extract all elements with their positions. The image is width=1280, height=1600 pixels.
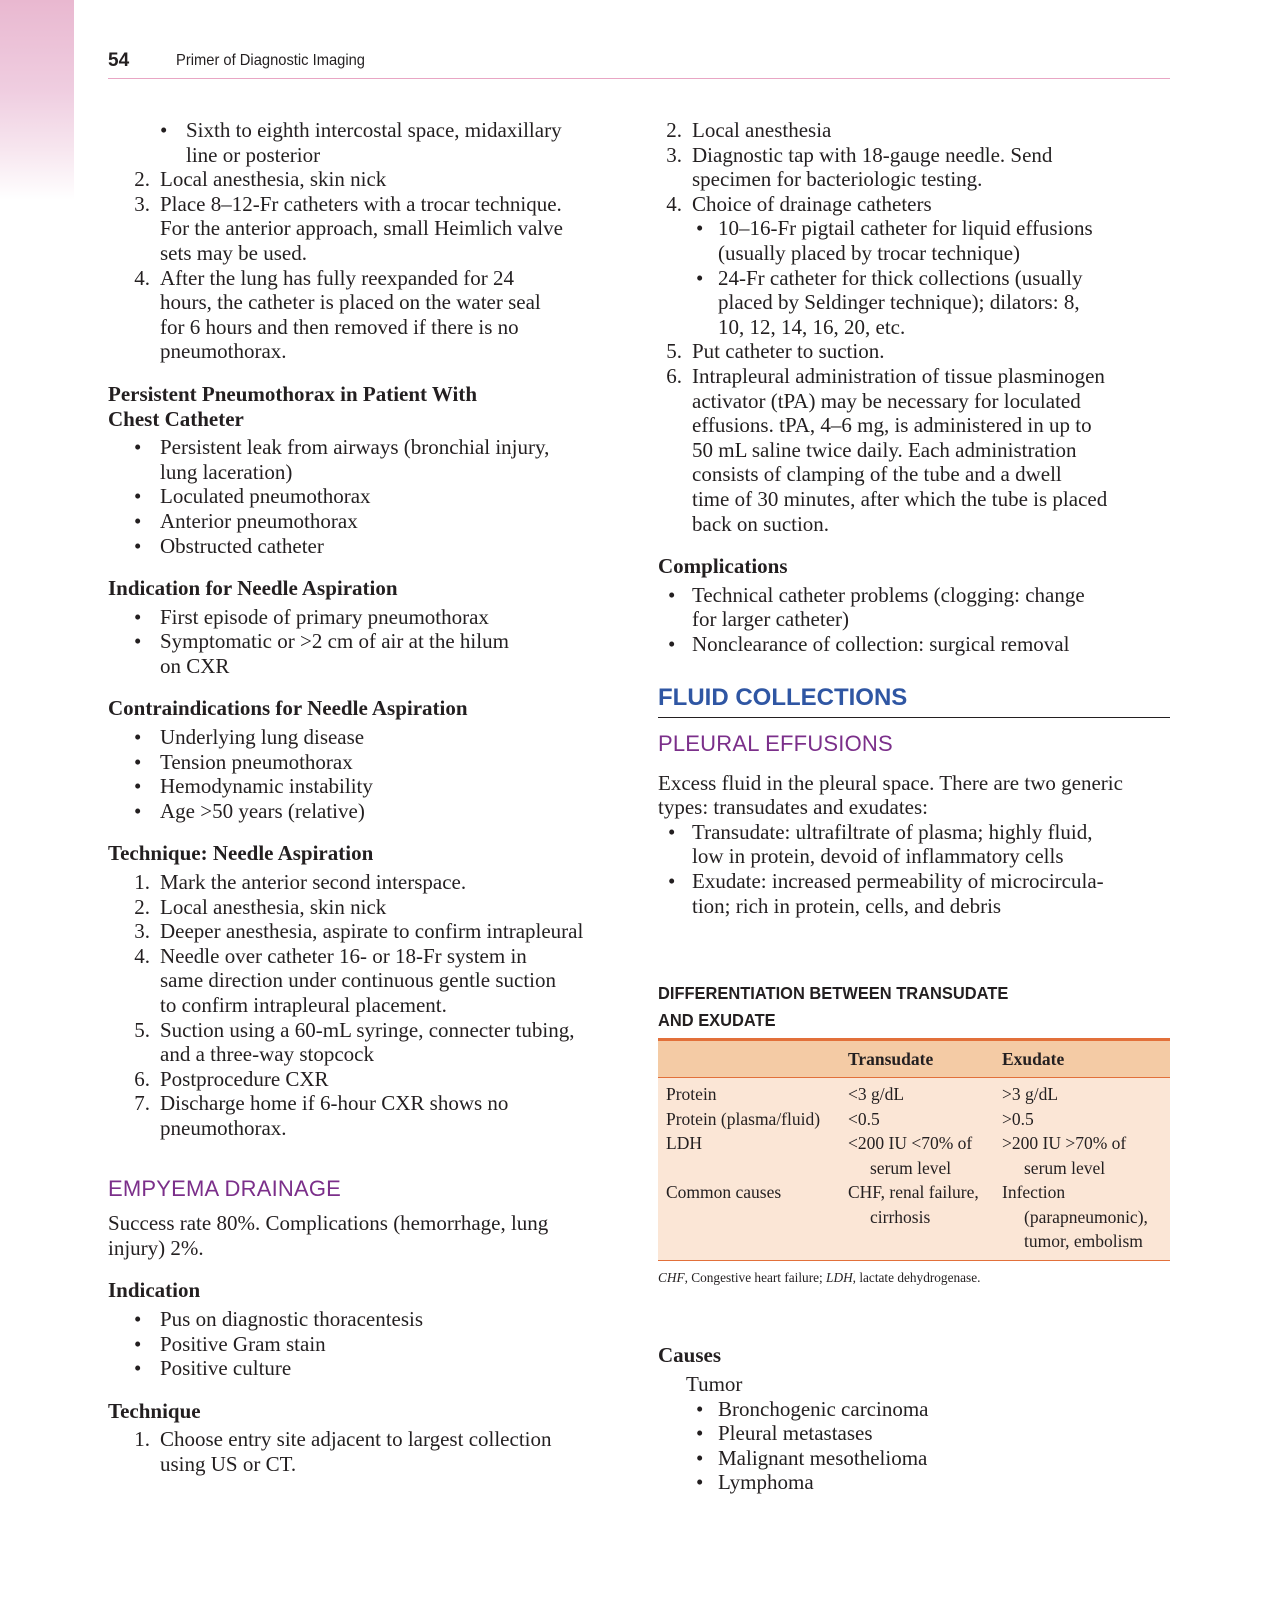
bullet: •: [134, 508, 142, 533]
bullet: •: [134, 1356, 142, 1381]
differentiation-table: [658, 1038, 1170, 1261]
list-item: • 10–16-Fr pigtail catheter for liquid effusions (usually placed by trocar technique): [696, 216, 1093, 265]
column-header-transudate: Transudate: [848, 1049, 934, 1070]
list-item: • Bronchogenic carcinoma: [696, 1396, 929, 1421]
empyema-drainage-heading: EMPYEMA DRAINAGE: [108, 1175, 342, 1201]
bullet: •: [668, 631, 676, 656]
list-item: • Underlying lung disease: [134, 725, 365, 750]
causes-subheading: Tumor: [686, 1371, 743, 1396]
table-title: DIFFERENTIATION BETWEEN TRANSUDATE AND EXUDATE: [658, 983, 1009, 1031]
table-row: [658, 1131, 1170, 1180]
drainage-steps-list: [658, 118, 1170, 216]
list-item: • Loculated pneumothorax: [134, 484, 371, 509]
bullet: •: [134, 604, 142, 629]
list-item: • Obstructed catheter: [134, 533, 324, 558]
list-item: 5. Suction using a 60-mL syringe, connecter tubing, and a three-way stopcock: [108, 1018, 618, 1067]
list-item: 3. Place 8–12-Fr catheters with a trocar technique. For the anterior approach, small Heimlich valve sets may be used.: [108, 192, 618, 266]
list-item: • Technical catheter problems (clogging: change for larger catheter): [668, 582, 1085, 632]
list-item: • Transudate: ultrafiltrate of plasma; highly fluid, low in protein, devoid of inflammatory cells: [668, 819, 1093, 869]
intro-steps-list: [108, 167, 618, 364]
list-item: 4. Choice of drainage catheters: [658, 192, 1170, 217]
list-item: • Hemodynamic instability: [134, 774, 373, 799]
list-item: 4. After the lung has fully reexpanded for 24 hours, the catheter is placed on the water seal for 6 hours and then removed if there is no pneumothorax.: [108, 266, 618, 364]
complications-heading: Complications: [658, 554, 788, 579]
list-item: 1. Mark the anterior second interspace.: [108, 870, 618, 895]
transudate-cell: <200 IU <70% of serum level: [848, 1133, 973, 1178]
list-item: 1. Choose entry site adjacent to largest collection using US or CT.: [134, 1427, 552, 1476]
bullet: •: [696, 265, 704, 290]
bullet: •: [696, 1445, 704, 1470]
list-item: 6. Postprocedure CXR: [108, 1067, 618, 1092]
page-number: 54: [108, 50, 130, 71]
list-item: 2. Local anesthesia, skin nick: [108, 167, 618, 192]
complications-list: [658, 583, 1170, 657]
causes-list: [658, 1397, 1170, 1495]
bullet: •: [668, 819, 676, 844]
page-edge-tab: [0, 0, 74, 200]
bullet: •: [134, 725, 142, 750]
list-item: 6. Intrapleural administration of tissue plasminogen activator (tPA) may be necessary for loculated effusions. tPA, 4–6 mg, is administered in up to 50 mL saline twice daily. Each administration consists of clamping of the tube and a dwell time of 30 minutes, after which the tube is placed back on suction.: [658, 364, 1170, 536]
list-item: 3. Deeper anesthesia, aspirate to confirm intrapleural: [108, 919, 618, 944]
list-item: 2. Local anesthesia: [658, 118, 1170, 143]
table-body: [658, 1078, 1170, 1260]
table-header-row: [658, 1041, 1170, 1078]
exudate-cell: >200 IU >70% of serum level: [1002, 1133, 1127, 1178]
technique-needle-heading: Technique: Needle Aspiration: [108, 841, 374, 866]
causes-heading: Causes: [658, 1343, 722, 1368]
list-item: • Positive culture: [134, 1356, 292, 1381]
item-number: 7.: [134, 1091, 150, 1116]
bullet: •: [134, 629, 142, 654]
bullet: •: [134, 1306, 142, 1331]
item-number: 1.: [134, 870, 150, 895]
bullet: •: [134, 798, 142, 823]
list-item: 7. Discharge home if 6-hour CXR shows no pneumothorax.: [108, 1091, 618, 1140]
transudate-cell: <3 g/dL: [848, 1084, 905, 1105]
table-footnote: CHF, Congestive heart failure; LDH, lactate dehydrogenase.: [658, 1270, 981, 1286]
list-item: • First episode of primary pneumothorax: [134, 604, 489, 629]
list-item: 3. Diagnostic tap with 18-gauge needle. Send specimen for bacteriologic testing.: [658, 143, 1170, 192]
book-title: Primer of Diagnostic Imaging: [176, 52, 365, 69]
bullet: •: [134, 749, 142, 774]
row-label: Protein: [666, 1084, 717, 1105]
row-label: LDH: [666, 1133, 702, 1154]
list-item: • Sixth to eighth intercostal space, midaxillary line or posterior: [160, 118, 562, 167]
transudate-cell: <0.5: [848, 1108, 880, 1129]
exudate-cell: >0.5: [1002, 1108, 1034, 1129]
list-item: • Persistent leak from airways (bronchial injury, lung laceration): [134, 435, 550, 484]
indication-needle-heading: Indication for Needle Aspiration: [108, 576, 398, 601]
bullet: •: [668, 869, 676, 894]
list-item: • Positive Gram stain: [134, 1331, 326, 1356]
bullet: •: [134, 484, 142, 509]
row-label: Protein (plasma/fluid): [666, 1108, 821, 1129]
list-item: • Pus on diagnostic thoracentesis: [134, 1306, 424, 1331]
persistent-pneumothorax-heading: Persistent Pneumothorax in Patient With Chest Catheter: [108, 381, 478, 431]
item-number: 4.: [134, 265, 150, 290]
contraindications-list: [108, 725, 618, 823]
list-item: • 24-Fr catheter for thick collections (usually placed by Seldinger technique); dilators: 8, 10, 12, 14, 16, 20, etc.: [696, 265, 1083, 339]
indication-needle-list: [108, 605, 618, 679]
bullet: •: [134, 435, 142, 460]
running-header: [108, 48, 1170, 79]
list-item: • Age >50 years (relative): [134, 798, 365, 823]
list-item: • Tension pneumothorax: [134, 749, 353, 774]
list-item: • Exudate: increased permeability of microcircula- tion; rich in protein, cells, and debris: [668, 869, 1104, 918]
item-number: 5.: [666, 339, 682, 364]
item-number: 6.: [666, 363, 682, 388]
right-column: [658, 118, 1170, 1495]
catheter-options-list: [658, 216, 1170, 339]
bullet: •: [134, 774, 142, 799]
empyema-indication-list: [108, 1307, 618, 1381]
technique-needle-list: [108, 870, 618, 1141]
item-number: 4.: [666, 191, 682, 216]
drainage-steps-list-continued: [658, 339, 1170, 536]
item-number: 3.: [134, 919, 150, 944]
pleural-effusions-heading: PLEURAL EFFUSIONS: [658, 731, 893, 757]
list-item: • Symptomatic or >2 cm of air at the hilum on CXR: [134, 629, 509, 678]
empyema-text: Success rate 80%. Complications (hemorrhage, lung injury) 2%.: [108, 1211, 549, 1260]
bullet: •: [668, 582, 676, 607]
table-row: [658, 1180, 1170, 1254]
row-label: Common causes: [666, 1182, 782, 1203]
item-number: 3.: [666, 142, 682, 167]
item-number: 2.: [666, 118, 682, 142]
left-column: [108, 118, 618, 1477]
pleural-types-list: [658, 820, 1170, 918]
item-number: 2.: [134, 894, 150, 919]
bullet: •: [696, 216, 704, 241]
bullet: •: [160, 118, 168, 142]
bullet: •: [696, 1396, 704, 1421]
bullet: •: [134, 533, 142, 558]
fluid-collections-heading: FLUID COLLECTIONS: [658, 686, 1170, 718]
indication-heading: Indication: [108, 1278, 201, 1303]
list-item: • Malignant mesothelioma: [696, 1445, 928, 1470]
item-number: 5.: [134, 1017, 150, 1042]
transudate-cell: CHF, renal failure, cirrhosis: [848, 1182, 979, 1227]
item-number: 6.: [134, 1066, 150, 1091]
contraindications-heading: Contraindications for Needle Aspiration: [108, 696, 468, 721]
bullet: •: [134, 1331, 142, 1356]
list-item: 5. Put catheter to suction.: [658, 339, 1170, 364]
table-row: [658, 1082, 1170, 1107]
technique-heading: Technique: [108, 1398, 201, 1423]
list-item: • Lymphoma: [696, 1470, 814, 1495]
list-item: 2. Local anesthesia, skin nick: [108, 895, 618, 920]
exudate-cell: Infection (parapneumonic), tumor, embolism: [1002, 1182, 1148, 1252]
item-number: 4.: [134, 943, 150, 968]
list-item: • Nonclearance of collection: surgical removal: [668, 631, 1070, 656]
list-item: 4. Needle over catheter 16- or 18-Fr system in same direction under continuous gentle suction to confirm intrapleural placement.: [108, 944, 618, 1018]
exudate-cell: >3 g/dL: [1002, 1084, 1059, 1105]
pleural-effusions-text: Excess fluid in the pleural space. There are two generic types: transudates and exudates:: [658, 770, 1123, 820]
list-item: • Pleural metastases: [696, 1421, 873, 1446]
table-row: [658, 1107, 1170, 1132]
bullet: •: [696, 1421, 704, 1446]
item-number: 3.: [134, 191, 150, 216]
bullet: •: [696, 1470, 704, 1495]
column-header-exudate: Exudate: [1002, 1049, 1065, 1070]
list-item: • Anterior pneumothorax: [134, 508, 358, 533]
item-number: 2.: [134, 167, 150, 192]
persistent-pneumothorax-list: [108, 435, 618, 558]
